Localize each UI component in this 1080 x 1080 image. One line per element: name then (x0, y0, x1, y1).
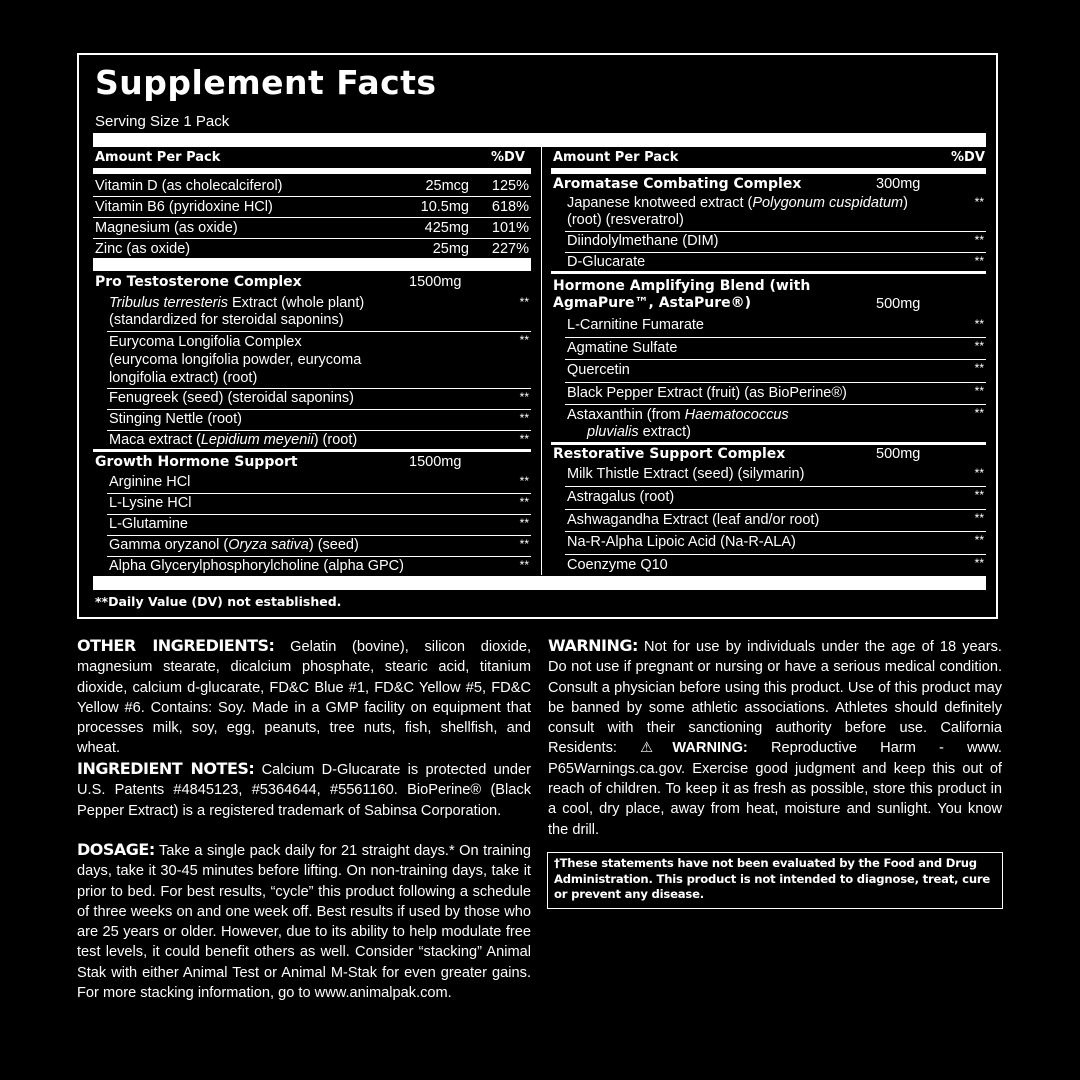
group-name: Hormone Amplifying Blend (with (553, 278, 811, 294)
vitamin-name: Magnesium (as oxide) (95, 220, 238, 236)
ingredient-name: Diindolylmethane (DIM) (567, 233, 719, 249)
vitamin-row (93, 176, 531, 197)
vitamin-dv: 227% (491, 241, 529, 257)
ingredient-row (565, 487, 986, 510)
vitamin-amount: 10.5mg (420, 199, 469, 215)
ingredient-name: Alpha Glycerylphosphorylcholine (alpha GPC) (109, 558, 404, 574)
ingredient-text: ) (903, 195, 908, 211)
ingredient-name: L-Glutamine (109, 516, 188, 532)
vitamin-amount: 25mg (432, 241, 469, 257)
group-amount: 500mg (876, 446, 921, 462)
group-amount: 1500mg (409, 454, 462, 470)
ingredient-text: Extract (whole plant) (227, 295, 365, 311)
ingredient-name: Fenugreek (seed) (steroidal saponins) (109, 390, 355, 406)
panel-title: Supplement Facts (95, 63, 437, 102)
ingredient-row (107, 294, 531, 332)
latin-name: Oryza sativa (228, 537, 309, 553)
latin-name: Polygonum cuspidatum (752, 195, 904, 211)
ingredient-name (109, 432, 357, 449)
ingredient-detail: (standardized for steroidal saponins) (109, 312, 344, 328)
latin-name: Haematococcus (684, 407, 789, 423)
ingredient-row (107, 494, 531, 515)
dv-note: ** (519, 432, 529, 446)
ingredient-text: ) (seed) (308, 537, 359, 553)
ingredient-text: Japanese knotweed extract ( (567, 195, 753, 211)
right-header-dv: %DV (951, 150, 985, 165)
dv-note: ** (974, 384, 984, 398)
dv-note: ** (974, 233, 984, 247)
column-divider (541, 133, 542, 575)
ingredient-row (565, 383, 986, 405)
ingredient-name (109, 537, 359, 554)
section-text: Not for use by individuals under the age of 18 years. Do not use if pregnant or nursing or have a serious medical condition. Consult a physician before using this product. Use of this product may be banned by some athletic associations. Athletes should definitely consult with their sanctioning authority before use. California Residents: (548, 639, 1002, 757)
dv-note: ** (519, 333, 529, 347)
dv-note: ** (974, 317, 984, 331)
left-header-amount: Amount Per Pack (95, 150, 221, 165)
group-name-continued: AgmaPure™, AstaPure®) (553, 295, 752, 311)
group-heading (95, 454, 531, 471)
dv-note: ** (519, 516, 529, 530)
ingredient-detail: (root) (resveratrol) (567, 212, 684, 228)
vitamin-name: Vitamin D (as cholecalciferol) (95, 178, 283, 194)
dv-note: ** (974, 488, 984, 502)
vitamin-amount: 25mcg (425, 178, 469, 194)
group-heading (553, 278, 986, 312)
dv-note: ** (974, 511, 984, 525)
vitamin-dv: 101% (491, 220, 529, 236)
ingredient-name: L-Lysine HCl (109, 495, 192, 511)
dv-note: ** (974, 254, 984, 268)
ingredient-name: Eurycoma Longifolia Complex (109, 334, 302, 350)
section-text: Gelatin (bovine), silicon dioxide, magnesium stearate, dicalcium phosphate, stearic acid, titanium dioxide, calcium d-glucarate, FD&C Blue #1, FD&C Yellow #5, FD&C Yellow #6. Contains: Soy. Made in a GMP facility on equipment that processes milk, soy, egg, peanuts, tree nuts, fish, shellfish, and wheat. (77, 639, 532, 757)
warning-icon: ⚠ (640, 740, 673, 757)
ingredient-text: Astaxanthin (from (567, 407, 685, 423)
group-heading (553, 446, 986, 463)
vitamin-row (93, 218, 531, 239)
ingredient-row (565, 555, 986, 576)
ingredient-text: extract) (638, 424, 691, 440)
dv-note: ** (519, 411, 529, 425)
ingredient-name: Ashwagandha Extract (leaf and/or root) (567, 512, 820, 528)
ingredient-row (107, 332, 531, 389)
ingredient-name (109, 295, 364, 312)
group-name: Growth Hormone Support (95, 454, 298, 470)
section-heading: WARNING: (548, 636, 638, 655)
ingredient-text: Gamma oryzanol ( (109, 537, 229, 553)
thick-divider (93, 576, 986, 590)
ingredient-detail: (eurycoma longifolia powder, eurycoma (109, 352, 362, 368)
section-heading: INGREDIENT NOTES: (77, 759, 255, 778)
dv-note: ** (974, 195, 984, 209)
serving-size: Serving Size 1 Pack (95, 113, 230, 130)
vitamin-row (93, 197, 531, 218)
vitamin-dv: 618% (491, 199, 529, 215)
group-name: Restorative Support Complex (553, 446, 786, 462)
fda-disclaimer: †These statements have not been evaluated by the Food and Drug Administration. This product is not intended to diagnose, treat, cure or prevent any disease. (547, 852, 1003, 909)
ingredient-name: Agmatine Sulfate (567, 340, 678, 356)
vitamin-name: Zinc (as oxide) (95, 241, 191, 257)
supplement-facts-panel (77, 53, 998, 619)
ingredient-row (565, 194, 986, 232)
ingredient-row (107, 410, 531, 431)
section-text: Take a single pack daily for 21 straight days.* On training days, take it 30-45 minutes before lifting. On non-training days, take it prior to bed. For best results, “cycle” this product following a schedule of three weeks on and one week off. Best results if used by those who are 25 years or older. However, due to its ability to help modulate free test levels, it could benefit others as well. Consider “stacking” Animal Stak with either Animal Test or Animal M-Stak for even greater gains. For more stacking information, go to www.animalpak.com. (77, 843, 531, 1002)
divider (551, 168, 986, 174)
section-text: Reproductive Harm - www. P65Warnings.ca.gov. Exercise good judgment and keep this out of reach of children. To keep it as fresh as possible, store this product in a cool, dry place, away from heat, moisture and sunlight. You know the drill. (548, 740, 1002, 838)
thick-divider (93, 133, 986, 147)
section-text: Calcium D-Glucarate is protected under U.S. Patents #4845123, #5364644, #5561160. BioPerine® (Black Pepper Extract) is a registered trademark of Sabinsa Corporation. (77, 762, 531, 819)
left-header-dv: %DV (491, 150, 525, 165)
ingredient-row (565, 510, 986, 532)
divider (93, 168, 531, 174)
divider (93, 449, 531, 452)
ingredient-row (107, 557, 531, 577)
vitamin-name: Vitamin B6 (pyridoxine HCl) (95, 199, 273, 215)
ingredient-row (565, 232, 986, 253)
ingredient-name: Quercetin (567, 362, 630, 378)
ingredient-row (107, 536, 531, 557)
group-heading (553, 176, 986, 193)
group-amount: 300mg (876, 176, 921, 192)
latin-name: Tribulus terresteris (109, 295, 228, 311)
divider (551, 271, 986, 274)
group-amount: 500mg (876, 296, 921, 312)
ingredient-row (565, 338, 986, 360)
ingredient-row (107, 473, 531, 494)
dv-note: ** (974, 339, 984, 353)
ingredient-name: L-Carnitine Fumarate (567, 317, 704, 333)
dv-note: ** (519, 495, 529, 509)
section-heading: OTHER INGREDIENTS: (77, 636, 275, 655)
other-ingredients (77, 636, 531, 759)
dv-note: ** (974, 361, 984, 375)
dv-note: ** (519, 474, 529, 488)
dv-note: ** (519, 537, 529, 551)
group-heading (95, 274, 531, 291)
ingredient-name: Black Pepper Extract (fruit) (as BioPerine®) (567, 385, 847, 401)
section-heading: WARNING: (672, 740, 748, 757)
ingredient-text: Maca extract ( (109, 432, 201, 448)
ingredient-name: D-Glucarate (567, 254, 646, 270)
dv-note: ** (974, 466, 984, 480)
dosage (77, 840, 531, 1003)
dv-footnote: **Daily Value (DV) not established. (95, 594, 342, 609)
dv-note: ** (974, 533, 984, 547)
dv-note: ** (974, 556, 984, 570)
ingredient-name (567, 195, 908, 212)
latin-name: pluvialis (587, 424, 639, 440)
ingredient-row (565, 405, 986, 445)
ingredient-name: Milk Thistle Extract (seed) (silymarin) (567, 466, 805, 482)
ingredient-detail: longifolia extract) (root) (109, 370, 258, 386)
ingredient-name: Astragalus (root) (567, 489, 675, 505)
ingredient-row (565, 465, 986, 487)
ingredient-notes (77, 759, 531, 821)
group-amount: 1500mg (409, 274, 462, 290)
vitamin-amount: 425mg (424, 220, 469, 236)
group-name: Pro Testosterone Complex (95, 274, 302, 290)
vitamin-row (93, 239, 531, 259)
ingredient-name: Arginine HCl (109, 474, 191, 490)
right-header-amount: Amount Per Pack (553, 150, 679, 165)
vitamin-dv: 125% (491, 178, 529, 194)
ingredient-name: Coenzyme Q10 (567, 557, 668, 573)
dv-note: ** (519, 390, 529, 404)
ingredient-row (565, 253, 986, 273)
latin-name: Lepidium meyenii (200, 432, 314, 448)
divider (93, 258, 531, 271)
ingredient-row (565, 360, 986, 383)
ingredient-name: Na-R-Alpha Lipoic Acid (Na-R-ALA) (567, 534, 796, 550)
ingredient-row (107, 515, 531, 536)
dv-note: ** (519, 558, 529, 572)
divider (551, 442, 986, 445)
warning (548, 636, 1002, 840)
ingredient-name: Stinging Nettle (root) (109, 411, 242, 427)
ingredient-row (107, 431, 531, 451)
group-name: Aromatase Combating Complex (553, 176, 802, 192)
ingredient-name (567, 407, 789, 424)
dv-note: ** (974, 406, 984, 420)
ingredient-row (565, 316, 986, 338)
dv-note: ** (519, 295, 529, 309)
ingredient-row (107, 389, 531, 410)
ingredient-row (565, 532, 986, 555)
ingredient-text: ) (root) (313, 432, 358, 448)
section-heading: DOSAGE: (77, 840, 155, 859)
ingredient-detail (587, 424, 691, 441)
